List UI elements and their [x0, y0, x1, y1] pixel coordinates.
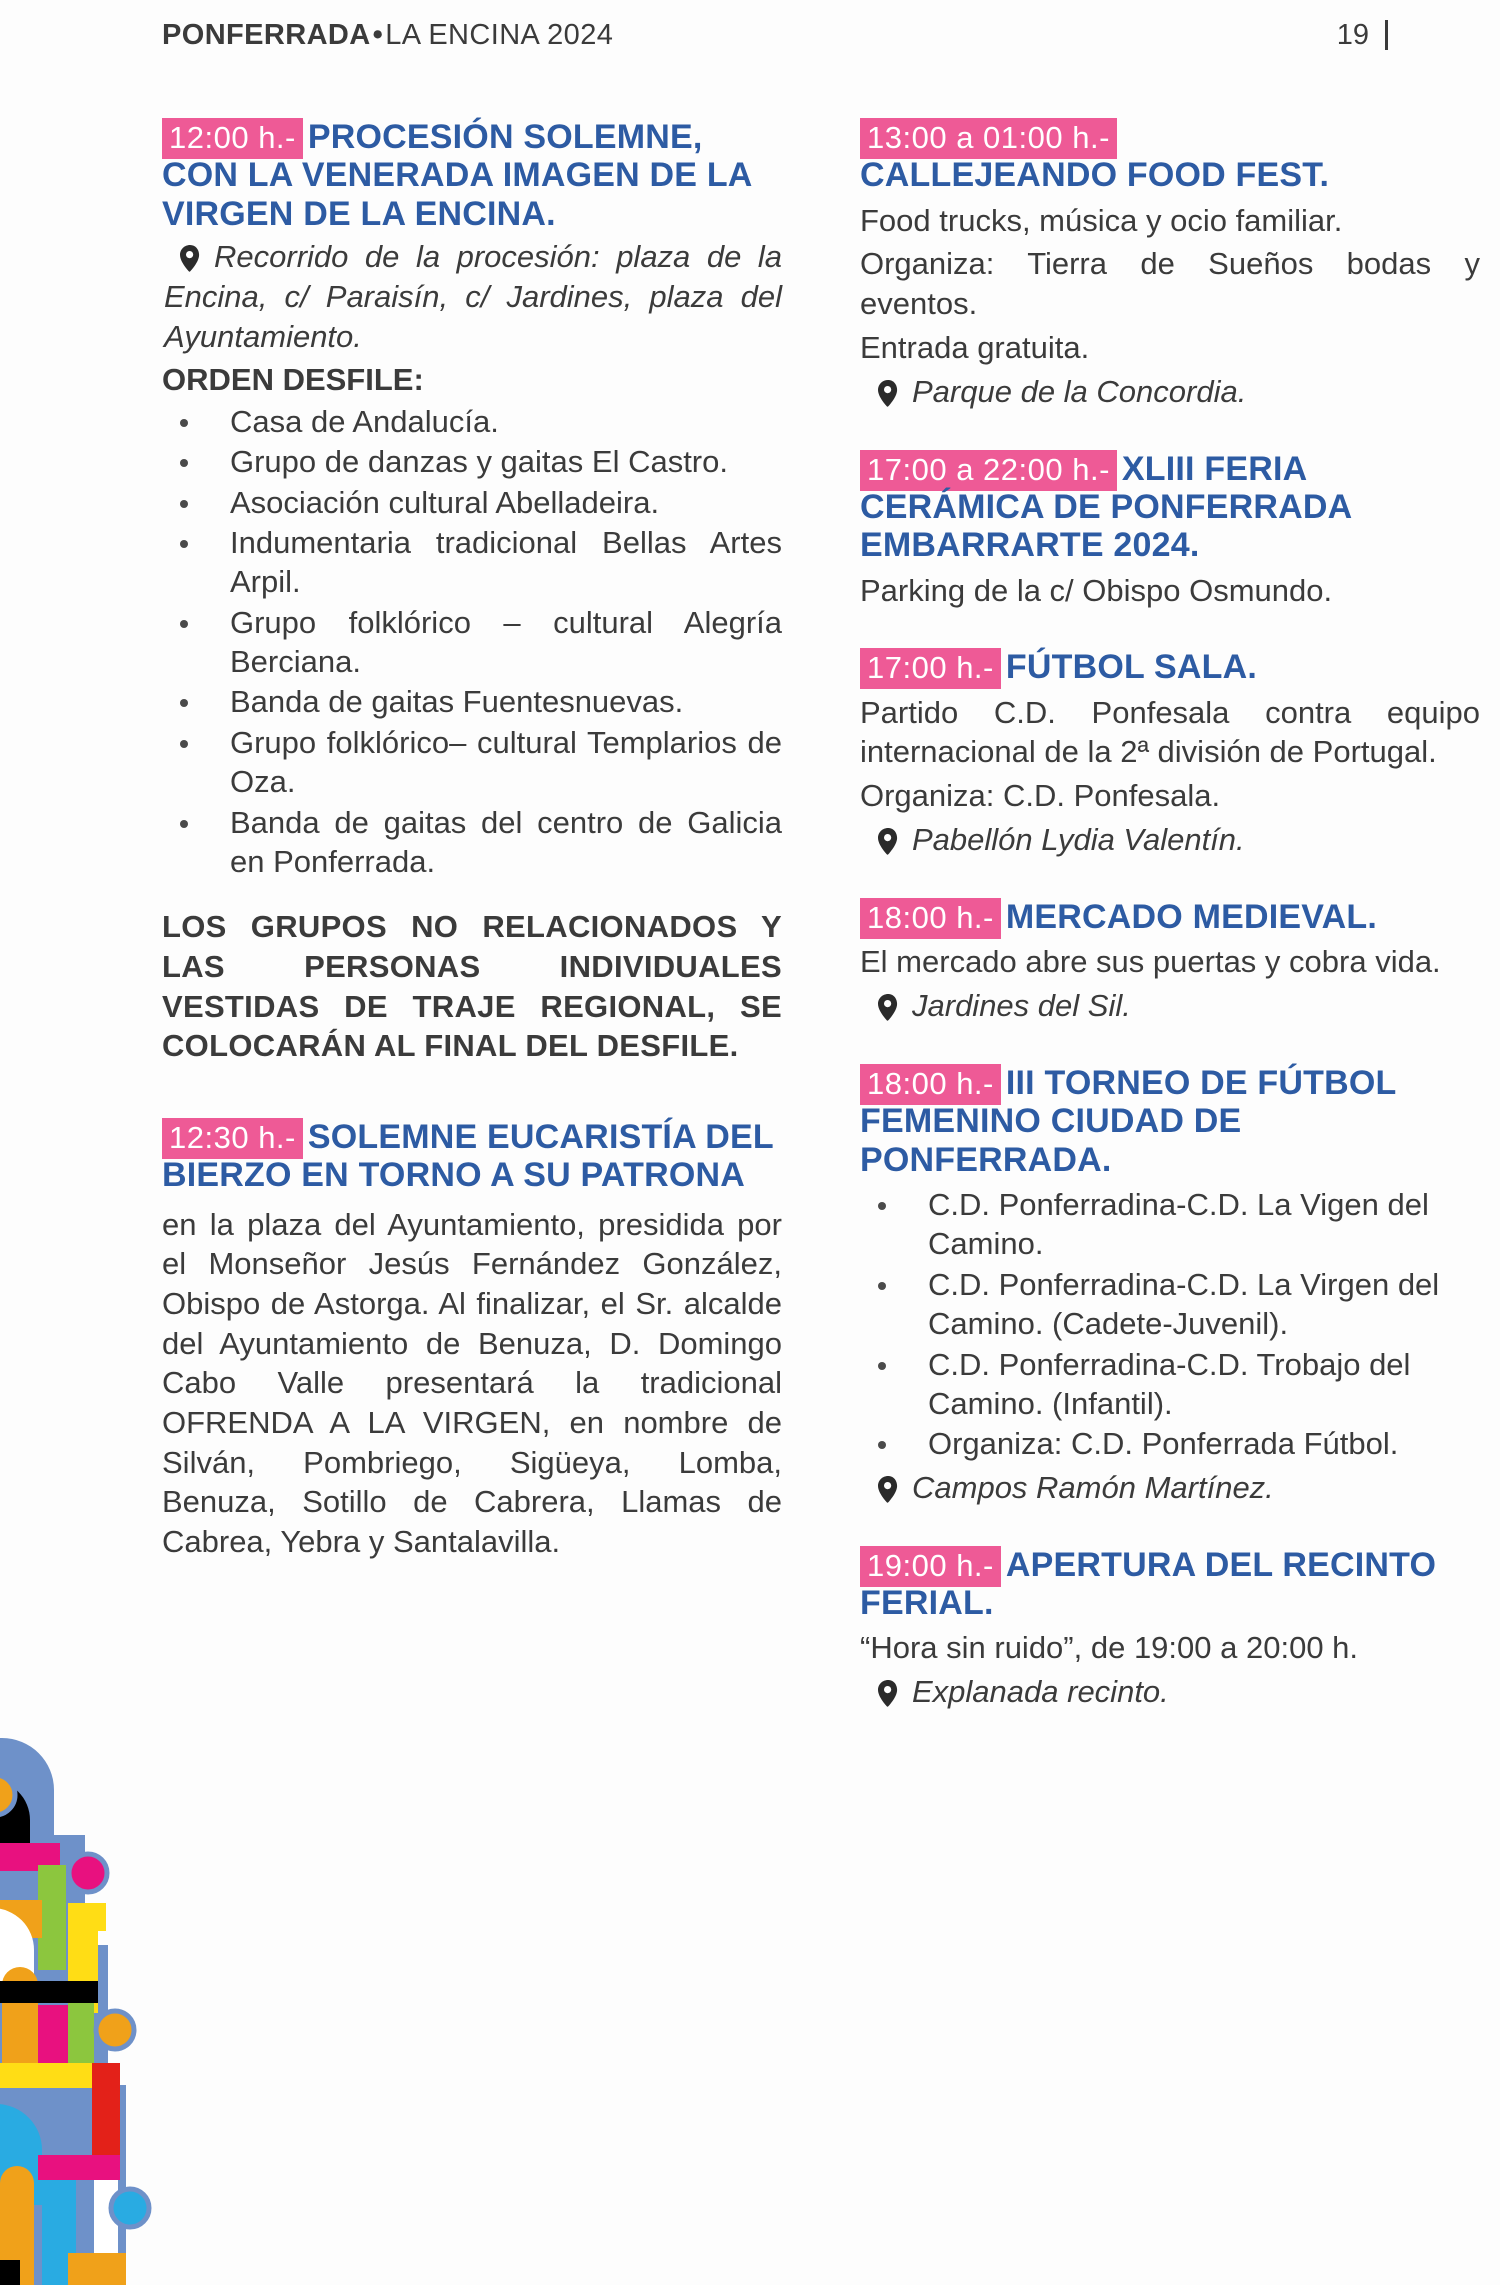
- event-time-badge: 12:00 h.-: [162, 118, 303, 159]
- torneo-list: [860, 1185, 1480, 1464]
- list-item-label: Grupo de danzas y gaitas El Castro.: [230, 444, 728, 480]
- bullet-dot-icon: [180, 699, 188, 707]
- list-item-label: C.D. Ponferradina-C.D. La Virgen del Camino. (Cadete-Juvenil).: [928, 1266, 1440, 1342]
- list-item-label: C.D. Ponferradina-C.D. La Vigen del Camino.: [928, 1187, 1429, 1262]
- event-line: El mercado abre sus puertas y cobra vida.: [860, 944, 1441, 980]
- event-time-badge: 17:00 a 22:00 h.-: [860, 450, 1117, 491]
- event-title: FÚTBOL SALA.: [1005, 648, 1257, 687]
- event-line: Food trucks, música y ocio familiar.: [860, 202, 1343, 238]
- map-pin-icon: [878, 1680, 898, 1712]
- list-item: [162, 603, 782, 682]
- header-title: [162, 19, 613, 52]
- event-location-text: Pabellón Lydia Valentín.: [912, 821, 1245, 857]
- event-title: SOLEMNE EUCARISTÍA DEL BIERZO EN TORNO A SU PATRONA: [162, 1117, 774, 1195]
- event-heading: [162, 1118, 782, 1195]
- event-location-text: Jardines del Sil.: [912, 987, 1131, 1023]
- list-item-label: Asociación cultural Abelladeira.: [230, 484, 660, 520]
- event-location: [860, 820, 1480, 860]
- event-location-text: Campos Ramón Martínez.: [912, 1469, 1274, 1505]
- map-pin-icon: [878, 828, 898, 860]
- event-mercado-medieval: [860, 898, 1480, 1026]
- event-line: Organiza: C.D. Ponfesala.: [860, 778, 1221, 814]
- list-item: [162, 523, 782, 602]
- bullet-dot-icon: [180, 459, 188, 467]
- list-item: [860, 1265, 1480, 1344]
- list-item: [162, 682, 782, 721]
- event-futbol-sala: [860, 648, 1480, 859]
- event-title: XLIII FERIA CERÁMICA DE PONFERRADA EMBARRARTE 2024.: [860, 449, 1352, 565]
- event-line: Partido C.D. Ponfesala contra equipo internacional de la 2ª división de Portugal.: [860, 694, 1480, 770]
- event-apertura-recinto-ferial: [860, 1546, 1480, 1712]
- event-time-badge: 17:00 h.-: [860, 648, 1001, 689]
- event-heading: [162, 118, 782, 233]
- event-title: III TORNEO DE FÚTBOL FEMENINO CIUDAD DE PONFERRADA.: [860, 1063, 1396, 1179]
- event-line: Parking de la c/ Obispo Osmundo.: [860, 572, 1333, 608]
- orden-desfile-label: ORDEN DESFILE:: [162, 362, 424, 398]
- event-line: Entrada gratuita.: [860, 329, 1090, 365]
- header-rule-icon: [1385, 20, 1388, 50]
- list-item-label: Grupo folklórico – cultural Alegría Berciana.: [230, 604, 782, 680]
- event-time-badge: 19:00 h.-: [860, 1546, 1001, 1587]
- page-number: 19: [1336, 18, 1369, 51]
- header-page-indicator: [1337, 19, 1388, 52]
- event-feria-ceramica: [860, 450, 1480, 611]
- bullet-dot-icon: [180, 419, 188, 427]
- event-heading: [860, 1064, 1480, 1179]
- event-location-text: Explanada recinto.: [912, 1674, 1169, 1710]
- content-columns: [0, 118, 1500, 1746]
- event-heading: [860, 450, 1480, 565]
- desfile-notice: LOS GRUPOS NO RELACIONADOS Y LAS PERSONAS INDIVIDUALES VESTIDAS DE TRAJE REGIONAL, SE COLOCARÁN AL FINAL DEL DESFILE.: [162, 909, 782, 1064]
- map-pin-icon: [878, 994, 898, 1026]
- map-pin-icon: [878, 1476, 898, 1508]
- event-heading: [860, 898, 1480, 936]
- event-eucaristia: [162, 1118, 782, 1562]
- event-line: Organiza: Tierra de Sueños bodas y eventos.: [860, 246, 1480, 322]
- event-heading: [860, 118, 1480, 195]
- event-location: [860, 1672, 1480, 1712]
- event-title: APERTURA DEL RECINTO FERIAL.: [860, 1545, 1437, 1623]
- list-item-label: Banda de gaitas del centro de Galicia en Ponferrada.: [230, 804, 782, 879]
- event-location: [162, 237, 782, 356]
- event-heading: [860, 1546, 1480, 1623]
- left-column: [162, 118, 782, 1746]
- bullet-dot-icon: [180, 500, 188, 508]
- header-separator: •: [372, 18, 384, 51]
- header-city: PONFERRADA: [162, 18, 371, 51]
- event-time-badge: 18:00 h.-: [860, 1064, 1001, 1105]
- list-item: [162, 442, 782, 481]
- list-item-label: Organiza: C.D. Ponferrada Fútbol.: [928, 1426, 1399, 1462]
- event-torneo-futbol-femenino: [860, 1064, 1480, 1508]
- list-item-label: C.D. Ponferradina-C.D. Trobajo del Camino. (Infantil).: [928, 1346, 1411, 1421]
- list-item: [162, 483, 782, 522]
- event-title: MERCADO MEDIEVAL.: [1005, 897, 1377, 936]
- event-time-badge: 13:00 a 01:00 h.-: [860, 118, 1117, 159]
- list-item: [860, 1345, 1480, 1424]
- right-column: [860, 118, 1480, 1746]
- event-procesion: [162, 118, 782, 1066]
- list-item: [162, 803, 782, 882]
- list-item: [162, 723, 782, 802]
- list-item-label: Banda de gaitas Fuentesnuevas.: [230, 684, 684, 720]
- list-item-label: Indumentaria tradicional Bellas Artes Arpil.: [230, 524, 782, 600]
- event-title: CALLEJEANDO FOOD FEST.: [860, 156, 1330, 195]
- geometric-festival-artwork: [0, 1685, 175, 2285]
- event-callejeando-food-fest: [860, 118, 1480, 412]
- bullet-dot-icon: [180, 820, 188, 828]
- event-location-text: Parque de la Concordia.: [912, 373, 1247, 409]
- page-header: [0, 0, 1500, 70]
- bullet-dot-icon: [878, 1441, 886, 1449]
- orden-desfile-list: [162, 402, 782, 881]
- event-location-text: Recorrido de la procesión: plaza de la Encina, c/ Paraisín, c/ Jardines, plaza del Ayuntamiento.: [164, 239, 782, 354]
- event-time-badge: 12:30 h.-: [162, 1118, 303, 1159]
- list-item-label: Casa de Andalucía.: [230, 403, 499, 439]
- list-item: [860, 1185, 1480, 1264]
- list-item: [162, 402, 782, 441]
- event-line: “Hora sin ruido”, de 19:00 a 20:00 h.: [860, 1630, 1359, 1666]
- bullet-dot-icon: [180, 740, 188, 748]
- list-item: [860, 1424, 1480, 1463]
- bullet-dot-icon: [180, 540, 188, 548]
- event-description: en la plaza del Ayuntamiento, presidida por el Monseñor Jesús Fernández González, Obispo de Astorga. Al finalizar, el Sr. alcalde del Ayuntamiento de Benuza, D. Domingo Cabo Valle presentará la tradicional OFRENDA A LA VIRGEN, en nombre de Silván, Pombriego, Sigüeya, Lomba, Benuza, Sotillo de Cabrera, Llamas de Cabrea, Yebra y Santalavilla.: [162, 1206, 782, 1560]
- event-time-badge: 18:00 h.-: [860, 898, 1001, 939]
- bullet-dot-icon: [180, 620, 188, 628]
- event-location: [860, 372, 1480, 412]
- event-location: [860, 1468, 1480, 1508]
- map-pin-icon: [878, 380, 898, 412]
- bullet-dot-icon: [878, 1202, 886, 1210]
- bullet-dot-icon: [878, 1362, 886, 1370]
- event-heading: [860, 648, 1480, 686]
- list-item-label: Grupo folklórico– cultural Templarios de Oza.: [230, 724, 782, 800]
- bullet-dot-icon: [878, 1282, 886, 1290]
- header-event: LA ENCINA 2024: [385, 18, 614, 51]
- event-title: PROCESIÓN SOLEMNE, CON LA VENERADA IMAGEN DE LA VIRGEN DE LA ENCINA.: [162, 118, 752, 233]
- event-location: [860, 986, 1480, 1026]
